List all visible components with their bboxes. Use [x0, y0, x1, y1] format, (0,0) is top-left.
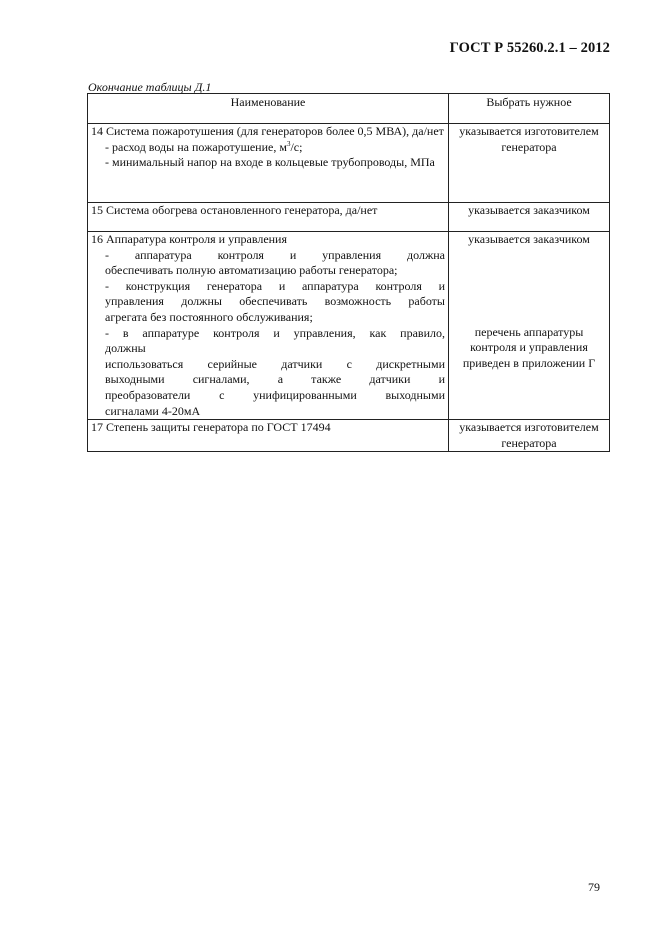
row-16-item-c-line2: должны: [105, 341, 146, 356]
row-14-item-water: - расход воды на пожаротушение, $м^3/с$;: [105, 139, 303, 154]
row-16-choice-top: указывается заказчиком: [468, 232, 590, 246]
row-14-name: [88, 124, 449, 203]
table-caption: Окончание таблицы Д.1: [88, 80, 212, 94]
table-row: [88, 420, 610, 452]
row-16-title: 16 Аппаратура контроля и управления: [91, 232, 288, 246]
row-16-choice: [449, 232, 610, 420]
row-15-name: 15 Система обогрева остановленного генератора, да/нет: [88, 203, 449, 232]
row-16-item-c-line5: преобразователи с унифицированными выходными: [105, 387, 445, 402]
row-15-choice: указывается заказчиком: [449, 203, 610, 232]
row-16-item-b-line2: управления должны обеспечивать возможность работы: [105, 294, 445, 309]
table-row: [88, 232, 610, 420]
row-16-item-a-line: - аппаратура контроля и управления должна: [105, 247, 445, 262]
column-header-choice: Выбрать нужное: [449, 94, 610, 124]
row-14-item-pressure: - минимальный напор на входе в кольцевые трубопроводы, МПа: [105, 155, 435, 170]
document-header: ГОСТ Р 55260.2.1 – 2012: [449, 40, 610, 56]
row-16-item-c-rest: сигналами 4-20мА: [105, 403, 201, 418]
row-16-item-c-line3: использоваться серийные датчики с дискретными: [105, 356, 445, 371]
row-17-choice: указывается изготовителем генератора: [449, 420, 610, 452]
row-16-item-c-line: - в аппаратуре контроля и управления, как правило,: [105, 325, 445, 340]
row-14-choice: указывается изготовителем генератора: [449, 124, 610, 203]
row-16-choice-bottom: перечень аппаратуры контроля и управления приведен в приложении Г: [462, 324, 596, 370]
spec-table: [87, 93, 610, 452]
row-16-item-b-line: - конструкция генератора и аппаратура контроля и: [105, 278, 445, 293]
row-14-title: 14 Система пожаротушения (для генераторов более 0,5 МВА), да/нет: [91, 124, 444, 138]
table-header-row: [88, 94, 610, 124]
row-16-name: [88, 232, 449, 420]
table-row: [88, 203, 610, 232]
page-number: 79: [588, 880, 600, 894]
row-16-item-b-rest: агрегата без постоянного обслуживания;: [105, 309, 313, 324]
row-16-choice-spacer: [451, 248, 607, 325]
row-17-name: 17 Степень защиты генератора по ГОСТ 17494: [88, 420, 449, 452]
table-row: [88, 124, 610, 203]
row-16-item-c-line4: выходными сигналами, а также датчики и: [105, 372, 445, 387]
row-16-item-a-rest: обеспечивать полную автоматизацию работы генератора;: [105, 263, 398, 278]
column-header-name: Наименование: [88, 94, 449, 124]
